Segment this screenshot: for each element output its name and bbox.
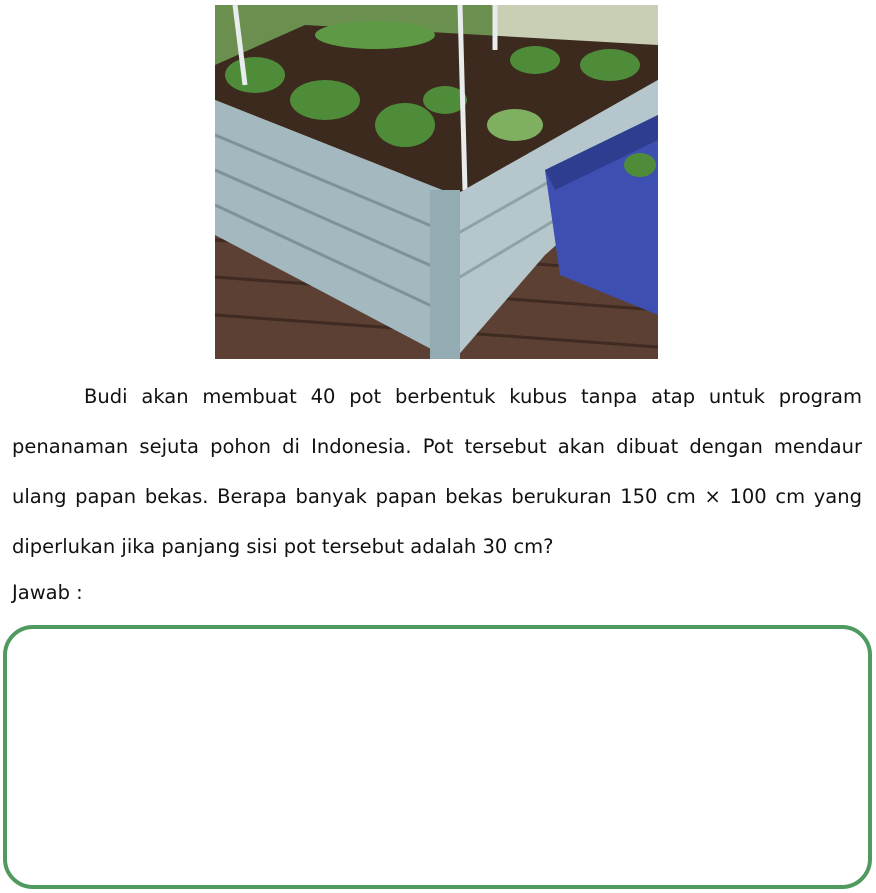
garden-bed-photo [215,5,658,359]
answer-label: Jawab : [12,581,83,604]
problem-statement: Budi akan membuat 40 pot berbentuk kubus tanpa atap untuk program penanaman sejuta pohon di Indonesia. Pot tersebut akan dibuat dengan mendaur ulang papan bekas. Berapa banyak papan bekas berukuran 150 cm × 100 cm yang diperlukan jika panjang sisi pot tersebut adalah 30 cm? [12,385,862,558]
garden-bed-image [215,5,658,359]
answer-box[interactable] [3,625,872,889]
